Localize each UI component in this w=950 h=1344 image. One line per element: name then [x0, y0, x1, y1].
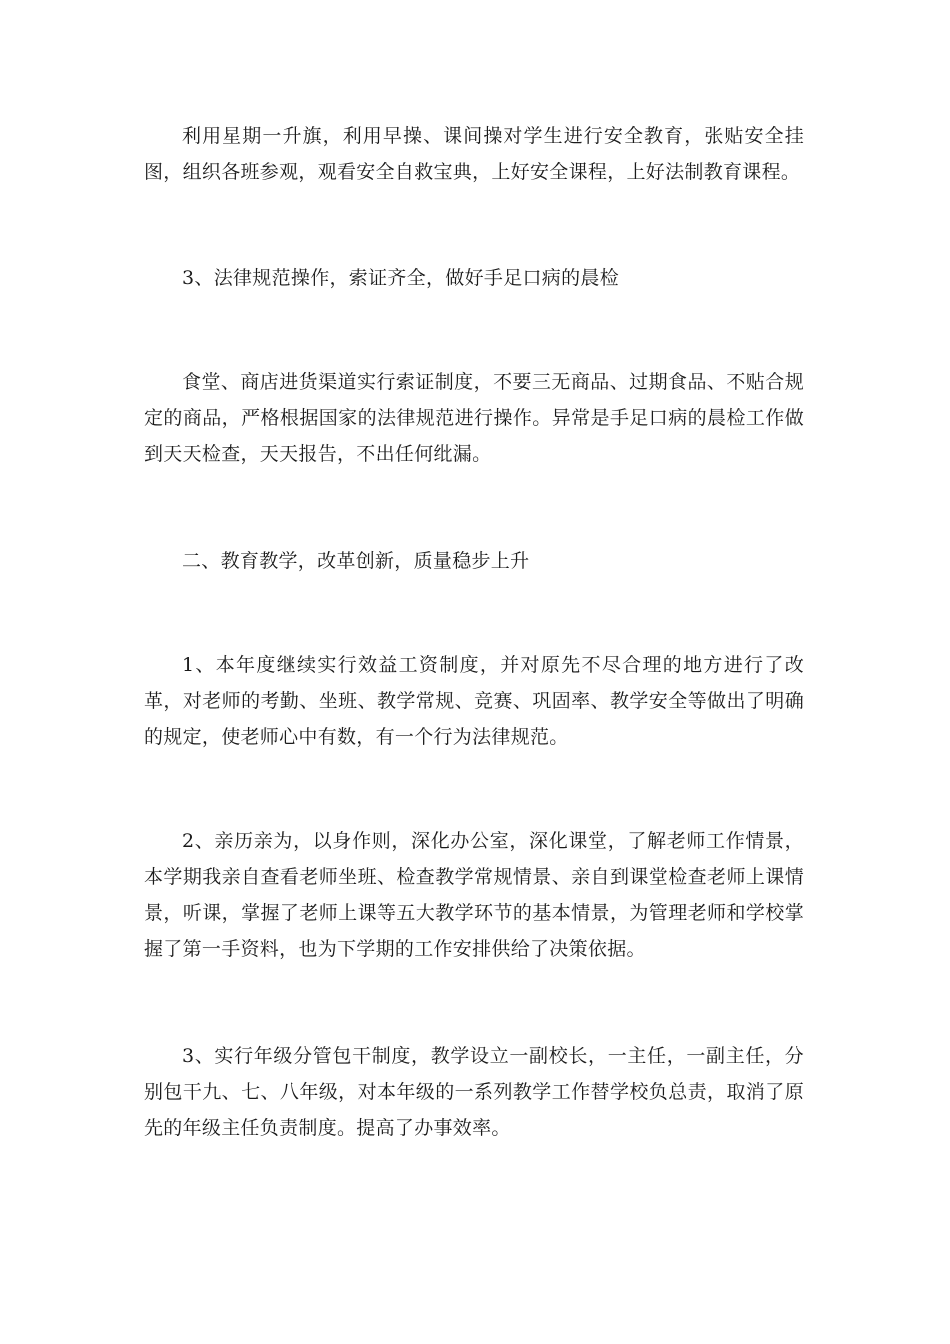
heading-education-reform: 二、教育教学，改革创新，质量稳步上升	[182, 550, 530, 572]
paragraph-salary-system: 1、本年度继续实行效益工资制度，并对原先不尽合理的地方进行了改革，对老师的考勤、坐班、教学常规、竞赛、巩固率、教学安全等做出了明确的规定，使老师心中有数，有一个行为法律规范。	[144, 654, 804, 748]
paragraph-safety-education: 利用星期一升旗，利用早操、课间操对学生进行安全教育，张贴安全挂图，组织各班参观，观看安全自救宝典，上好安全课程，上好法制教育课程。	[144, 125, 804, 183]
heading-legal-operation: 3、法律规范操作，索证齐全，做好手足口病的晨检	[182, 267, 619, 289]
paragraph-classroom-inspection: 2、亲历亲为，以身作则，深化办公室，深化课堂，了解老师工作情景，本学期我亲自查看老师坐班、检查教学常规情景、亲自到课堂检查老师上课情景，听课，掌握了老师上课等五大教学环节的基本情景，为管理老师和学校掌握了第一手资料，也为下学期的工作安排供给了决策依据。	[144, 830, 804, 960]
paragraph-grade-management: 3、实行年级分管包干制度，教学设立一副校长，一主任，一副主任，分别包干九、七、八年级，对本年级的一系列教学工作替学校负总责，取消了原先的年级主任负责制度。提高了办事效率。	[144, 1045, 804, 1139]
paragraph-canteen-certification: 食堂、商店进货渠道实行索证制度，不要三无商品、过期食品、不贴合规定的商品，严格根据国家的法律规范进行操作。异常是手足口病的晨检工作做到天天检查，天天报告，不出任何纰漏。	[144, 371, 804, 465]
